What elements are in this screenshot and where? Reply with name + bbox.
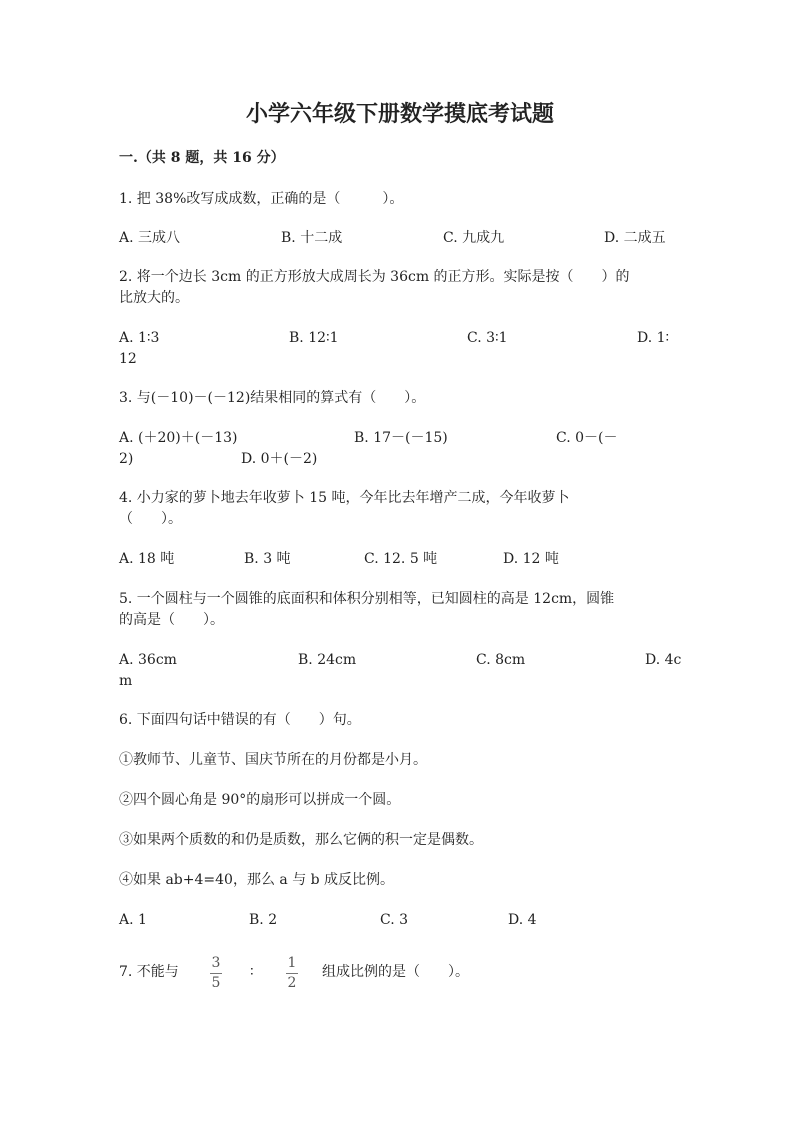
question-1-stem: 1. 把 38%改写成成数，正确的是（ ）。 bbox=[119, 191, 404, 207]
fraction-1-bar bbox=[210, 973, 222, 974]
question-6-option-a[interactable]: A. 1 bbox=[119, 912, 147, 928]
fraction-1-denominator: 5 bbox=[211, 975, 221, 991]
fraction-2-bar bbox=[286, 973, 298, 974]
fraction-2-numerator: 1 bbox=[287, 955, 297, 971]
question-6-stem: 6. 下面四句话中错误的有（ ）句。 bbox=[119, 712, 361, 728]
question-3-option-c[interactable]: C. 0－(－ bbox=[556, 430, 618, 446]
question-1-option-c[interactable]: C. 九成九 bbox=[443, 230, 505, 246]
question-6-statement-2: ②四个圆心角是 90°的扇形可以拼成一个圆。 bbox=[119, 792, 401, 808]
question-3-option-c-wrap: 2) bbox=[119, 451, 134, 467]
question-4-option-b[interactable]: B. 3 吨 bbox=[244, 551, 291, 567]
question-7-fraction-2 bbox=[284, 955, 300, 992]
question-2-option-d[interactable]: D. 1∶ bbox=[637, 330, 670, 346]
question-2-option-b[interactable]: B. 12∶1 bbox=[289, 330, 339, 346]
question-4-option-a[interactable]: A. 18 吨 bbox=[119, 551, 175, 567]
question-1-option-a[interactable]: A. 三成八 bbox=[119, 230, 181, 246]
question-6-option-c[interactable]: C. 3 bbox=[380, 912, 409, 928]
question-6-statement-1: ①教师节、儿童节、国庆节所在的月份都是小月。 bbox=[119, 752, 427, 768]
question-7-ratio-colon: ∶ bbox=[250, 964, 254, 980]
question-3-option-b[interactable]: B. 17－(－15) bbox=[354, 430, 448, 446]
question-5-option-c[interactable]: C. 8cm bbox=[476, 652, 526, 668]
question-3-stem: 3. 与(－10)－(－12)结果相同的算式有（ ）。 bbox=[119, 390, 426, 406]
question-6-option-b[interactable]: B. 2 bbox=[249, 912, 278, 928]
question-7-fraction-1 bbox=[208, 955, 224, 992]
question-6-option-d[interactable]: D. 4 bbox=[508, 912, 537, 928]
question-2-option-d-wrap: 12 bbox=[119, 351, 137, 367]
question-5-stem-line-2: 的高是（ ）。 bbox=[119, 612, 224, 628]
question-1-option-d[interactable]: D. 二成五 bbox=[604, 230, 666, 246]
question-4-option-c[interactable]: C. 12. 5 吨 bbox=[364, 551, 438, 567]
question-6-statement-4: ④如果 ab+4=40，那么 a 与 b 成反比例。 bbox=[119, 872, 395, 888]
question-5-option-b[interactable]: B. 24cm bbox=[298, 652, 357, 668]
question-2-stem-line-1: 2. 将一个边长 3cm 的正方形放大成周长为 36cm 的正方形。实际是按（ ）的 bbox=[119, 269, 630, 285]
question-3-option-d[interactable]: D. 0＋(－2) bbox=[241, 451, 318, 467]
question-4-stem-line-2: （ ）。 bbox=[119, 511, 182, 527]
question-7-prefix: 7. 不能与 bbox=[119, 964, 179, 980]
question-2-stem-line-2: 比放大的。 bbox=[119, 290, 189, 306]
question-4-option-d[interactable]: D. 12 吨 bbox=[503, 551, 559, 567]
question-3-option-a[interactable]: A. (＋20)＋(－13) bbox=[119, 430, 238, 446]
question-4-stem-line-1: 4. 小力家的萝卜地去年收萝卜 15 吨，今年比去年增产二成，今年收萝卜 bbox=[119, 490, 570, 506]
question-5-stem-line-1: 5. 一个圆柱与一个圆锥的底面积和体积分别相等，已知圆柱的高是 12cm，圆锥 bbox=[119, 591, 615, 607]
section-heading: 一.（共 8 题，共 16 分） bbox=[119, 150, 285, 166]
question-5-option-d[interactable]: D. 4c bbox=[645, 652, 682, 668]
fraction-1-numerator: 3 bbox=[211, 955, 221, 971]
question-7-suffix: 组成比例的是（ ）。 bbox=[322, 964, 469, 980]
fraction-2-denominator: 2 bbox=[287, 975, 297, 991]
question-1-option-b[interactable]: B. 十二成 bbox=[281, 230, 343, 246]
page-title: 小学六年级下册数学摸底考试题 bbox=[245, 101, 554, 127]
question-2-option-c[interactable]: C. 3∶1 bbox=[467, 330, 508, 346]
question-2-option-a[interactable]: A. 1∶3 bbox=[119, 330, 160, 346]
question-6-statement-3: ③如果两个质数的和仍是质数，那么它俩的积一定是偶数。 bbox=[119, 832, 483, 848]
question-5-option-a[interactable]: A. 36cm bbox=[119, 652, 177, 668]
question-5-option-d-wrap: m bbox=[119, 673, 133, 689]
